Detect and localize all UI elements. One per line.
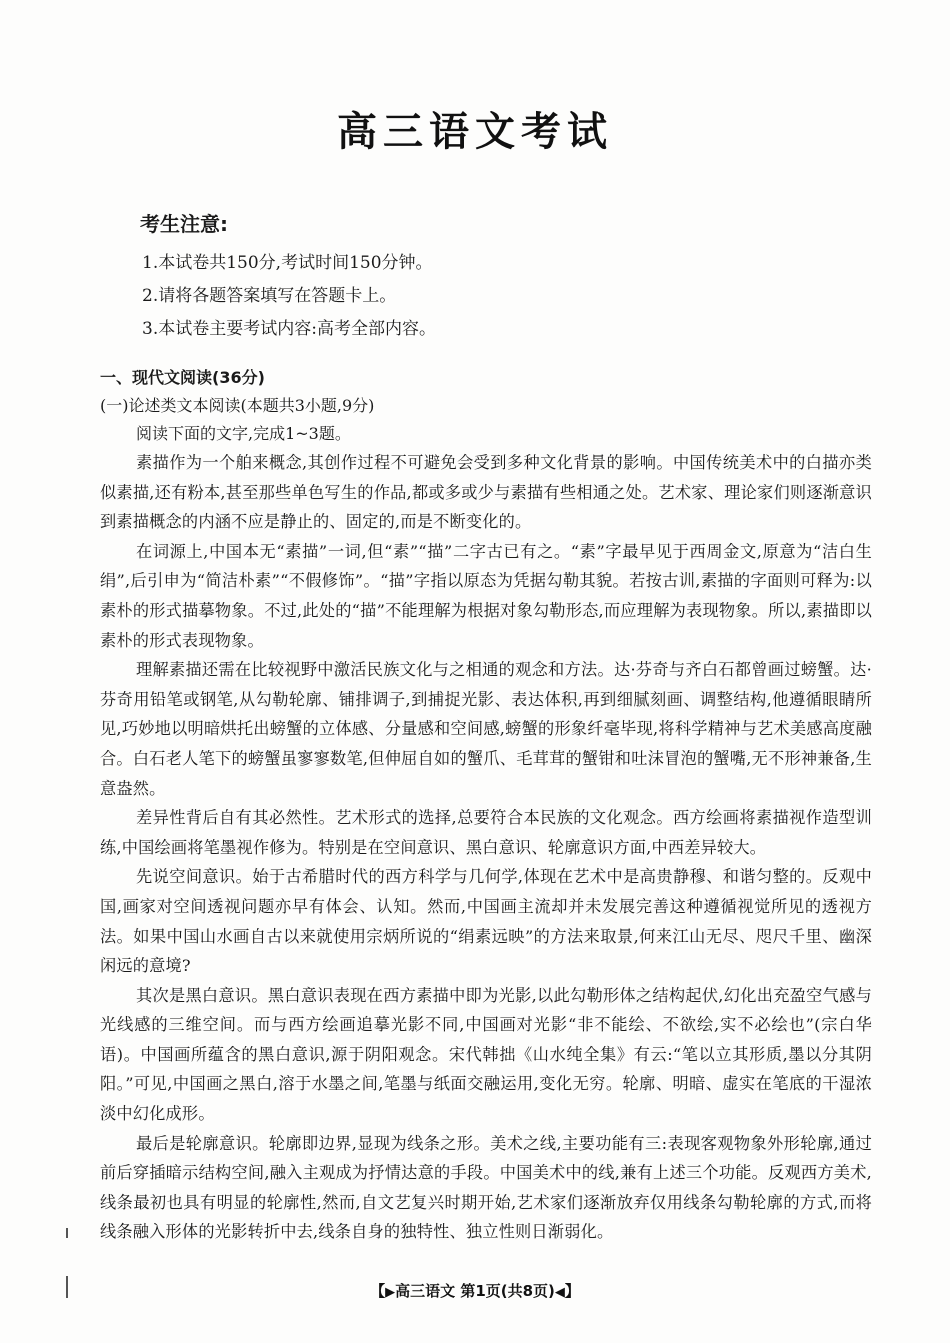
notice-item-3: 3.本试卷主要考试内容:高考全部内容。 bbox=[142, 319, 436, 339]
passage-paragraph-1: 素描作为一个舶来概念,其创作过程不可避免会受到多种文化背景的影响。中国传统美术中的白描亦类似素描,还有粉本,甚至那些单色写生的作品,都或多或少与素描有些相通之处。艺术家、理论家们则逐渐意识到素描概念的内涵不应是静止的、固定的,而是不断变化的。 bbox=[100, 453, 872, 532]
passage-paragraph-2: 在词源上,中国本无“素描”一词,但“素”“描”二字古已有之。“素”字最早见于西周金文,原意为“洁白生绢”,后引申为“简洁朴素”“不假修饰”。“描”字指以原态为凭据勾勒其貌。若按古训,素描的字面则可释为:以素朴的形式描摹物象。不过,此处的“描”不能理解为根据对象勾勒形态,而应理解为表现物象。所以,素描即以素朴的形式表现物象。 bbox=[100, 541, 872, 650]
passage-paragraph-5: 先说空间意识。始于古希腊时代的西方科学与几何学,体现在艺术中是高贵静穆、和谐匀整的。反观中国,画家对空间透视问题亦早有体会、认知。然而,中国画主流却并未发展完善这种遵循视觉所见的透视方法。如果中国山水画自古以来就使用宗炳所说的“绢素远映”的方法来取景,何来江山无尽、咫尺千里、幽深闲远的意境? bbox=[100, 867, 872, 976]
right-arrow-icon: ▶ bbox=[385, 1285, 396, 1300]
notice-item-1: 1.本试卷共150分,考试时间150分钟。 bbox=[142, 253, 433, 273]
left-arrow-icon: ◀ bbox=[554, 1285, 565, 1300]
exam-title: 高三语文考试 bbox=[337, 109, 613, 155]
margin-mark bbox=[66, 1228, 68, 1238]
subsection-heading: (一)论述类文本阅读(本题共3小题,9分) bbox=[100, 396, 375, 415]
passage-paragraph-4: 差异性背后自有其必然性。艺术形式的选择,总要符合本民族的文化观念。西方绘画将素描视作造型训练,中国绘画将笔墨视作修为。特别是在空间意识、黑白意识、轮廓意识方面,中西差异较大。 bbox=[100, 808, 872, 857]
page-footer: 【▶高三语文 第1页(共8页)◀】 bbox=[370, 1282, 580, 1300]
candidate-notice bbox=[140, 208, 840, 346]
passage-paragraph-7: 最后是轮廓意识。轮廓即边界,显现为线条之形。美术之线,主要功能有三:表现客观物象外形轮廓,通过前后穿插暗示结构空间,融入主观成为抒情达意的手段。中国美术中的线,兼有上述三个功能。反观西方美术,线条最初也具有明显的轮廓性,然而,自文艺复兴时期开始,艺术家们逐渐放弃仅用线条勾勒轮廓的方式,而将线条融入形体的光影转折中去,线条自身的独特性、独立性则日渐弱化。 bbox=[100, 1133, 872, 1242]
reading-section bbox=[100, 364, 872, 1247]
passage-paragraph-3: 理解素描还需在比较视野中激活民族文化与之相通的观念和方法。达·芬奇与齐白石都曾画过螃蟹。达·芬奇用铅笔或钢笔,从勾勒轮廓、铺排调子,到捕捉光影、表达体积,再到细腻刻画、调整结构,他遵循眼睛所见,巧妙地以明暗烘托出螃蟹的立体感、分量感和空间感,螃蟹的形象纤毫毕现,将科学精神与艺术美感高度融合。白石老人笔下的螃蟹虽寥寥数笔,但伸屈自如的蟹爪、毛茸茸的蟹钳和吐沫冒泡的蟹嘴,无不形神兼备,生意盎然。 bbox=[100, 660, 872, 798]
notice-item-2: 2.请将各题答案填写在答题卡上。 bbox=[142, 286, 397, 306]
notice-heading: 考生注意: bbox=[140, 212, 228, 236]
passage-paragraph-6: 其次是黑白意识。黑白意识表现在西方素描中即为光影,以此勾勒形体之结构起伏,幻化出充盈空气感与光线感的三维空间。而与西方绘画追摹光影不同,中国画对光影“非不能绘、不欲绘,实不必绘也”(宗白华语)。中国画所蕴含的黑白意识,源于阴阳观念。宋代韩拙《山水纯全集》有云:“笔以立其形质,墨以分其阴阳。”可见,中国画之黑白,溶于水墨之间,笔墨与纸面交融运用,变化无穷。轮廓、明暗、虚实在笔底的干湿浓淡中幻化成形。 bbox=[100, 985, 872, 1124]
reading-instruction: 阅读下面的文字,完成1~3题。 bbox=[136, 424, 351, 443]
footer-text: 高三语文 第1页(共8页) bbox=[395, 1282, 555, 1300]
section-heading: 一、现代文阅读(36分) bbox=[100, 368, 265, 387]
